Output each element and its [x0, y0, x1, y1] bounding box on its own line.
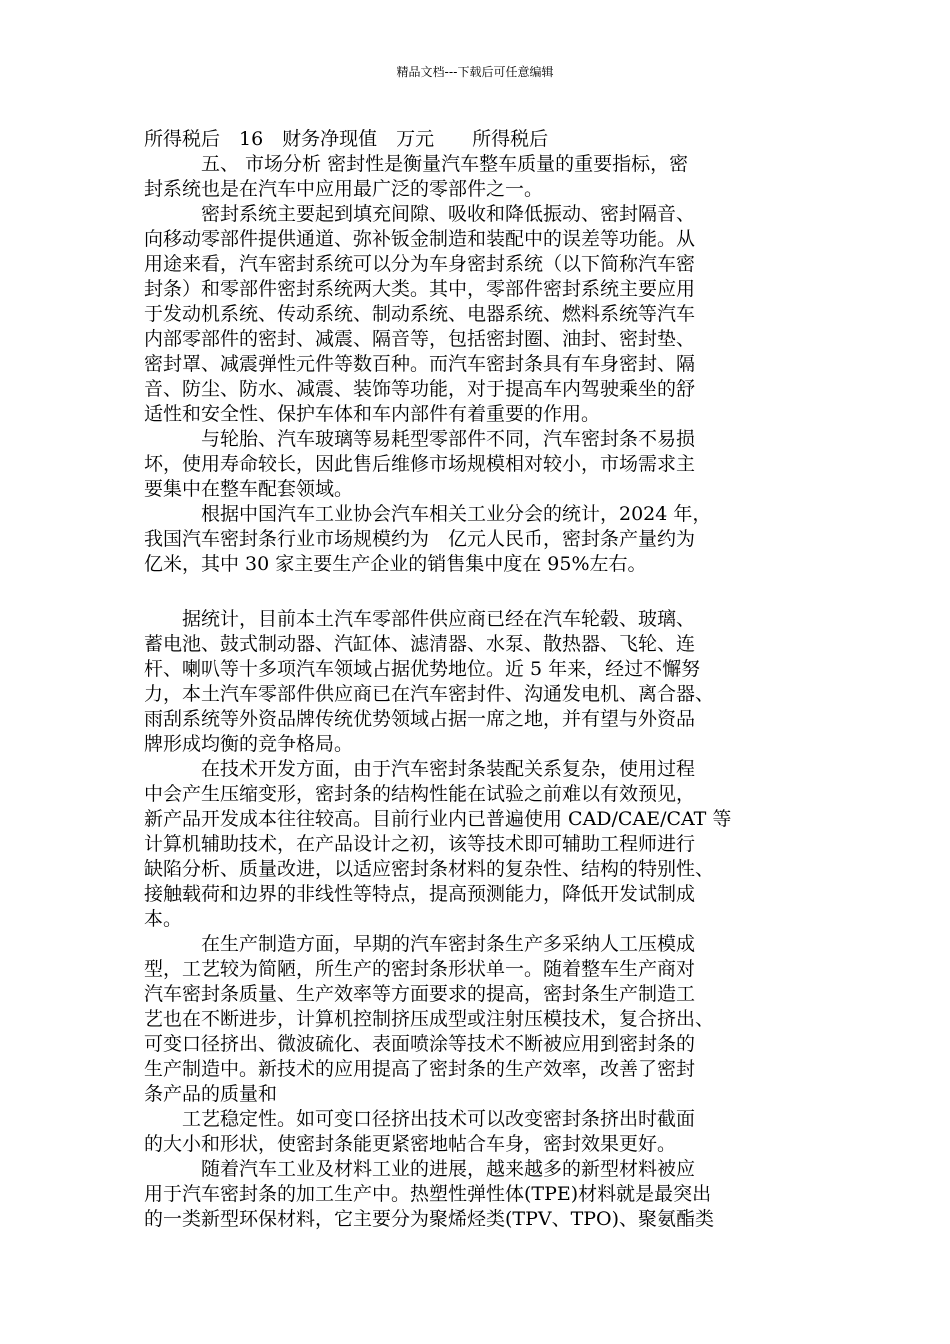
- text-line: 内部零部件的密封、减震、隔音等，包括密封圈、油封、密封垫、: [144, 328, 696, 350]
- text-line: 密封系统主要起到填充间隙、吸收和降低振动、密封隔音、: [144, 203, 696, 225]
- text-line: 亿米，其中 30 家主要生产企业的销售集中度在 95%左右。: [144, 553, 647, 575]
- section-local-suppliers: [144, 607, 812, 1232]
- text-line: 艺也在不断进步，计算机控制挤压成型或注射压模技术，复合挤出、: [144, 1008, 715, 1030]
- text-line: 向移动零部件提供通道、弥补钣金制造和装配中的误差等功能。从: [144, 228, 696, 250]
- text-line: 条产品的质量和: [144, 1083, 278, 1105]
- text-line: 与轮胎、汽车玻璃等易耗型零部件不同，汽车密封条不易损: [144, 428, 696, 450]
- text-line: 适性和安全性、保护车体和车内部件有着重要的作用。: [144, 403, 601, 425]
- text-line: 用途来看，汽车密封系统可以分为车身密封系统（以下简称汽车密: [144, 253, 696, 275]
- text-line: 五、 市场分析 密封性是衡量汽车整车质量的重要指标，密: [144, 153, 689, 175]
- text-line: 可变口径挤出、微波硫化、表面喷涂等技术不断被应用到密封条的: [144, 1033, 696, 1055]
- text-line: 缺陷分析、质量改进，以适应密封条材料的复杂性、结构的特别性、: [144, 858, 715, 880]
- text-line: 新产品开发成本往往较高。目前行业内已普遍使用 CAD/CAE/CAT 等: [144, 808, 732, 830]
- text-line: 坏，使用寿命较长，因此售后维修市场规模相对较小，市场需求主: [144, 453, 696, 475]
- text-line: 音、防尘、防水、减震、装饰等功能，对于提高车内驾驶乘坐的舒: [144, 378, 696, 400]
- text-line: 中会产生压缩变形，密封条的结构性能在试验之前难以有效预见，: [144, 783, 696, 805]
- text-line: 本。: [144, 908, 183, 930]
- text-line: 计算机辅助技术，在产品设计之初，该等技术即可辅助工程师进行: [144, 833, 696, 855]
- text-line: 汽车密封条质量、生产效率等方面要求的提高，密封条生产制造工: [144, 983, 696, 1005]
- text-line: 我国汽车密封条行业市场规模约为 亿元人民币，密封条产量约为: [144, 528, 696, 550]
- text-line: 杆、喇叭等十多项汽车领域占据优势地位。近 5 年来，经过不懈努: [144, 658, 701, 680]
- text-line: 的大小和形状，使密封条能更紧密地帖合车身，密封效果更好。: [144, 1133, 677, 1155]
- text-line: 在生产制造方面，早期的汽车密封条生产多采纳人工压模成: [144, 933, 696, 955]
- text-line: 所得税后 16 财务净现值 万元 所得税后: [144, 128, 549, 150]
- text-line: 蓄电池、鼓式制动器、汽缸体、滤清器、水泵、散热器、飞轮、连: [144, 633, 696, 655]
- text-line: 力，本土汽车零部件供应商已在汽车密封件、沟通发电机、离合器、: [144, 683, 715, 705]
- text-line: 接触载荷和边界的非线性等特点，提高预测能力，降低开发试制成: [144, 883, 696, 905]
- text-line: 封条）和零部件密封系统两大类。其中，零部件密封系统主要应用: [144, 278, 696, 300]
- text-line: 雨刮系统等外资品牌传统优势领域占据一席之地，并有望与外资品: [144, 708, 696, 730]
- text-line: 牌形成均衡的竞争格局。: [144, 733, 354, 755]
- document-body: [144, 127, 812, 1232]
- text-line: 要集中在整车配套领域。: [144, 478, 354, 500]
- text-line: 生产制造中。新技术的应用提高了密封条的生产效率，改善了密封: [144, 1058, 696, 1080]
- text-line: 的一类新型环保材料，它主要分为聚烯烃类(TPV、TPO)、聚氨酯类: [144, 1208, 715, 1230]
- text-line: 据统计，目前本土汽车零部件供应商已经在汽车轮毂、玻璃、: [144, 608, 696, 630]
- text-line: 用于汽车密封条的加工生产中。热塑性弹性体(TPE)材料就是最突出: [144, 1183, 712, 1205]
- section-market-analysis: [144, 127, 812, 577]
- paragraph-gap: [144, 577, 812, 607]
- text-line: 封系统也是在汽车中应用最广泛的零部件之一。: [144, 178, 544, 200]
- page-header: 精品文档---下载后可任意编辑: [396, 65, 554, 79]
- text-line: 密封罩、减震弹性元件等数百种。而汽车密封条具有车身密封、隔: [144, 353, 696, 375]
- text-line: 工艺稳定性。如可变口径挤出技术可以改变密封条挤出时截面: [144, 1108, 696, 1130]
- text-line: 于发动机系统、传动系统、制动系统、电器系统、燃料系统等汽车: [144, 303, 696, 325]
- text-line: 型，工艺较为简陋，所生产的密封条形状单一。随着整车生产商对: [144, 958, 696, 980]
- text-line: 在技术开发方面，由于汽车密封条装配关系复杂，使用过程: [144, 758, 696, 780]
- text-line: 随着汽车工业及材料工业的进展，越来越多的新型材料被应: [144, 1158, 696, 1180]
- text-line: 根据中国汽车工业协会汽车相关工业分会的统计，2024 年，: [144, 503, 712, 525]
